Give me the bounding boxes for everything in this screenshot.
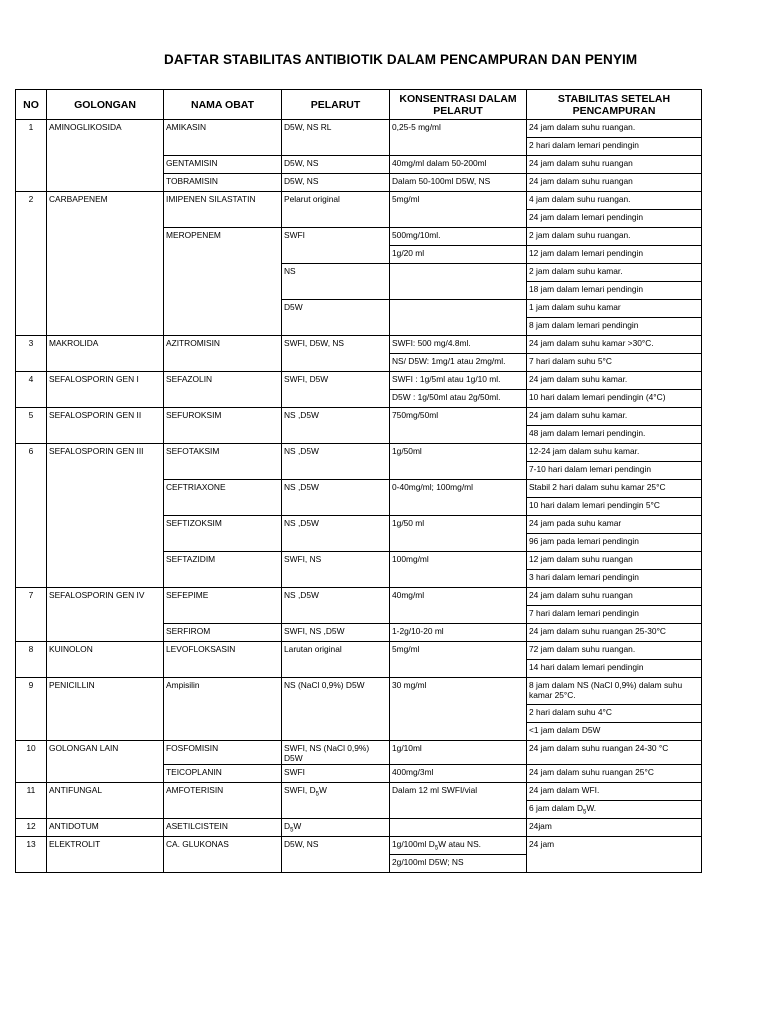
table-row [16, 783, 702, 801]
concentration-text: W atau NS. [438, 839, 481, 849]
stability-cell: 10 hari dalam lemari pendingin 5°C [527, 498, 702, 516]
table-row [16, 408, 702, 426]
solvent-cell: SWFI, NS [282, 552, 390, 588]
stability-cell: 2 jam dalam suhu kamar. [527, 264, 702, 282]
table-row [16, 444, 702, 462]
concentration-cell: SWFI: 500 mg/4.8ml. [390, 336, 527, 354]
concentration-cell: 2g/100ml D5W; NS [390, 855, 527, 873]
stability-cell: 12-24 jam dalam suhu kamar. [527, 444, 702, 462]
concentration-text: 1g/100ml D [392, 839, 435, 849]
row-number: 13 [16, 837, 47, 873]
stability-cell: 18 jam dalam lemari pendingin [527, 282, 702, 300]
stability-cell: 24 jam dalam suhu ruangan [527, 156, 702, 174]
concentration-cell: 500mg/10ml. [390, 228, 527, 246]
stability-cell: 7 hari dalam suhu 5°C [527, 354, 702, 372]
header-pelarut: PELARUT [282, 90, 390, 120]
stability-cell: 96 jam pada lemari pendingin [527, 534, 702, 552]
stability-cell: 24 jam dalam suhu kamar. [527, 372, 702, 390]
table-row [16, 819, 702, 837]
subscript: 5 [583, 809, 587, 816]
solvent-cell: SWFI [282, 765, 390, 783]
stability-cell: 14 hari dalam lemari pendingin [527, 660, 702, 678]
solvent-cell [282, 819, 390, 837]
concentration-cell: 40mg/ml [390, 588, 527, 624]
golongan-cell: PENICILLIN [47, 678, 164, 741]
stability-cell: 24 jam dalam WFI. [527, 783, 702, 801]
solvent-text: W [318, 785, 327, 795]
drug-name: IMIPENEN SILASTATIN [164, 192, 282, 228]
solvent-cell: D5W, NS RL [282, 120, 390, 156]
solvent-cell: SWFI, D5W, NS [282, 336, 390, 372]
concentration-cell: 1g/10ml [390, 741, 527, 765]
stability-cell: 72 jam dalam suhu ruangan. [527, 642, 702, 660]
subscript: 5 [315, 791, 319, 798]
solvent-text: D [284, 821, 291, 831]
stability-cell: 24 jam dalam suhu ruangan 25°C [527, 765, 702, 783]
table-row [16, 588, 702, 606]
row-number: 2 [16, 192, 47, 336]
stability-text: W. [586, 803, 597, 813]
header-konsentrasi: KONSENTRASI DALAM PELARUT [390, 90, 527, 120]
drug-name: Ampisilin [164, 678, 282, 741]
golongan-cell: SEFALOSPORIN GEN IV [47, 588, 164, 642]
stability-cell: 24 jam dalam suhu ruangan 24-30 °C [527, 741, 702, 765]
drug-name: SEFUROKSIM [164, 408, 282, 444]
header-stabilitas: STABILITAS SETELAH PENCAMPURAN [527, 90, 702, 120]
concentration-cell: 5mg/ml [390, 642, 527, 678]
table-row [16, 120, 702, 138]
drug-name: LEVOFLOKSASIN [164, 642, 282, 678]
stability-cell: 24jam [527, 819, 702, 837]
concentration-cell: 30 mg/ml [390, 678, 527, 741]
stability-cell: 24 jam pada suhu kamar [527, 516, 702, 534]
subscript: 5 [434, 845, 439, 852]
row-number: 12 [16, 819, 47, 837]
concentration-cell: SWFI : 1g/5ml atau 1g/10 ml. [390, 372, 527, 390]
row-number: 5 [16, 408, 47, 444]
drug-name: AMFOTERISIN [164, 783, 282, 819]
stability-cell: 8 jam dalam NS (NaCl 0,9%) dalam suhu kamar 25°C. [527, 678, 702, 705]
stability-cell: 24 jam dalam suhu ruangan 25-30°C [527, 624, 702, 642]
subscript: 5 [290, 827, 294, 834]
drug-name: CEFTRIAXONE [164, 480, 282, 516]
stability-cell: 7 hari dalam lemari pendingin [527, 606, 702, 624]
solvent-cell: SWFI, NS ,D5W [282, 624, 390, 642]
stability-cell: 10 hari dalam lemari pendingin (4°C) [527, 390, 702, 408]
solvent-text: SWFI, D [284, 785, 316, 795]
solvent-cell: SWFI, D5W [282, 372, 390, 408]
golongan-cell: ELEKTROLIT [47, 837, 164, 873]
solvent-cell: D5W [282, 300, 390, 336]
table-row [16, 336, 702, 354]
solvent-cell: D5W, NS [282, 156, 390, 174]
stability-cell: 24 jam dalam suhu ruangan [527, 588, 702, 606]
stability-cell [527, 801, 702, 819]
table-row [16, 642, 702, 660]
drug-name: AZITROMISIN [164, 336, 282, 372]
concentration-cell: D5W : 1g/50ml atau 2g/50ml. [390, 390, 527, 408]
solvent-cell [282, 783, 390, 819]
concentration-cell [390, 837, 527, 855]
solvent-cell: NS ,D5W [282, 408, 390, 444]
concentration-cell: 0-40mg/ml; 100mg/ml [390, 480, 527, 516]
concentration-cell: 1g/20 ml [390, 246, 527, 264]
header-nama-obat: NAMA OBAT [164, 90, 282, 120]
drug-name: SEFEPIME [164, 588, 282, 624]
drug-name: FOSFOMISIN [164, 741, 282, 765]
concentration-cell: 750mg/50ml [390, 408, 527, 444]
drug-name: TOBRAMISIN [164, 174, 282, 192]
concentration-cell [390, 300, 527, 336]
stability-cell: 12 jam dalam suhu ruangan [527, 552, 702, 570]
solvent-cell: NS ,D5W [282, 588, 390, 624]
drug-name: TEICOPLANIN [164, 765, 282, 783]
stability-cell: 8 jam dalam lemari pendingin [527, 318, 702, 336]
concentration-cell: 5mg/ml [390, 192, 527, 228]
concentration-cell: 40mg/ml dalam 50-200ml [390, 156, 527, 174]
row-number: 10 [16, 741, 47, 783]
header-no: NO [16, 90, 47, 120]
drug-name: AMIKASIN [164, 120, 282, 156]
stability-cell: 2 hari dalam lemari pendingin [527, 138, 702, 156]
drug-name: SEFTAZIDIM [164, 552, 282, 588]
stability-cell: 24 jam dalam lemari pendingin [527, 210, 702, 228]
concentration-cell [390, 264, 527, 300]
concentration-cell: 400mg/3ml [390, 765, 527, 783]
header-row [16, 90, 702, 120]
row-number: 7 [16, 588, 47, 642]
row-number: 1 [16, 120, 47, 192]
stability-cell: 24 jam dalam suhu ruangan [527, 174, 702, 192]
golongan-cell: ANTIFUNGAL [47, 783, 164, 819]
drug-name: SEFOTAKSIM [164, 444, 282, 480]
row-number: 3 [16, 336, 47, 372]
concentration-cell: 1g/50 ml [390, 516, 527, 552]
table-row [16, 741, 702, 765]
golongan-cell: MAKROLIDA [47, 336, 164, 372]
solvent-cell: D5W, NS [282, 837, 390, 873]
concentration-cell: 100mg/ml [390, 552, 527, 588]
stability-cell: 12 jam dalam lemari pendingin [527, 246, 702, 264]
solvent-cell: NS ,D5W [282, 516, 390, 552]
table-row [16, 837, 702, 855]
stability-cell: 4 jam dalam suhu ruangan. [527, 192, 702, 210]
golongan-cell: SEFALOSPORIN GEN I [47, 372, 164, 408]
stability-cell: 24 jam dalam suhu kamar >30°C. [527, 336, 702, 354]
stability-cell: 2 hari dalam suhu 4°C [527, 705, 702, 723]
drug-name: SEFTIZOKSIM [164, 516, 282, 552]
golongan-cell: SEFALOSPORIN GEN II [47, 408, 164, 444]
stability-cell: 3 hari dalam lemari pendingin [527, 570, 702, 588]
stability-cell: 2 jam dalam suhu ruangan. [527, 228, 702, 246]
concentration-cell: 0,25-5 mg/ml [390, 120, 527, 156]
concentration-cell: NS/ D5W: 1mg/1 atau 2mg/ml. [390, 354, 527, 372]
stability-cell: 24 jam dalam suhu kamar. [527, 408, 702, 426]
golongan-cell: ANTIDOTUM [47, 819, 164, 837]
drug-name: SERFIROM [164, 624, 282, 642]
drug-name: MEROPENEM [164, 228, 282, 336]
table-row [16, 372, 702, 390]
solvent-cell: NS (NaCl 0,9%) D5W [282, 678, 390, 741]
header-golongan: GOLONGAN [47, 90, 164, 120]
solvent-cell: SWFI, NS (NaCl 0,9%) D5W [282, 741, 390, 765]
golongan-cell: AMINOGLIKOSIDA [47, 120, 164, 192]
page-title: DAFTAR STABILITAS ANTIBIOTIK DALAM PENCAMPURAN DAN PENYIM [164, 52, 638, 67]
solvent-cell: SWFI [282, 228, 390, 264]
drug-name: CA. GLUKONAS [164, 837, 282, 873]
golongan-cell: GOLONGAN LAIN [47, 741, 164, 783]
stability-cell: 24 jam [527, 837, 702, 873]
drug-name: ASETILCISTEIN [164, 819, 282, 837]
solvent-cell: NS ,D5W [282, 444, 390, 480]
golongan-cell: KUINOLON [47, 642, 164, 678]
solvent-cell: D5W, NS [282, 174, 390, 192]
stability-cell: 1 jam dalam suhu kamar [527, 300, 702, 318]
golongan-cell: SEFALOSPORIN GEN III [47, 444, 164, 588]
solvent-text: W [293, 821, 302, 831]
concentration-cell [390, 819, 527, 837]
golongan-cell: CARBAPENEM [47, 192, 164, 336]
table-row [16, 678, 702, 705]
stability-cell: Stabil 2 hari dalam suhu kamar 25°C [527, 480, 702, 498]
stability-cell: 24 jam dalam suhu ruangan. [527, 120, 702, 138]
row-number: 9 [16, 678, 47, 741]
drug-name: SEFAZOLIN [164, 372, 282, 408]
solvent-cell: Pelarut original [282, 192, 390, 228]
row-number: 11 [16, 783, 47, 819]
stability-cell: 48 jam dalam lemari pendingin. [527, 426, 702, 444]
concentration-cell: 1g/50ml [390, 444, 527, 480]
concentration-cell: Dalam 12 ml SWFI/vial [390, 783, 527, 819]
concentration-cell: Dalam 50-100ml D5W, NS [390, 174, 527, 192]
table-row [16, 192, 702, 210]
solvent-cell: Larutan original [282, 642, 390, 678]
stability-cell: 7-10 hari dalam lemari pendingin [527, 462, 702, 480]
solvent-cell: NS [282, 264, 390, 300]
concentration-cell: 1-2g/10-20 ml [390, 624, 527, 642]
stability-text: 6 jam dalam D [529, 803, 583, 813]
drug-name: GENTAMISIN [164, 156, 282, 174]
row-number: 4 [16, 372, 47, 408]
row-number: 6 [16, 444, 47, 588]
solvent-cell: NS ,D5W [282, 480, 390, 516]
stability-cell: <1 jam dalam D5W [527, 723, 702, 741]
antibiotic-stability-table [15, 89, 702, 873]
row-number: 8 [16, 642, 47, 678]
